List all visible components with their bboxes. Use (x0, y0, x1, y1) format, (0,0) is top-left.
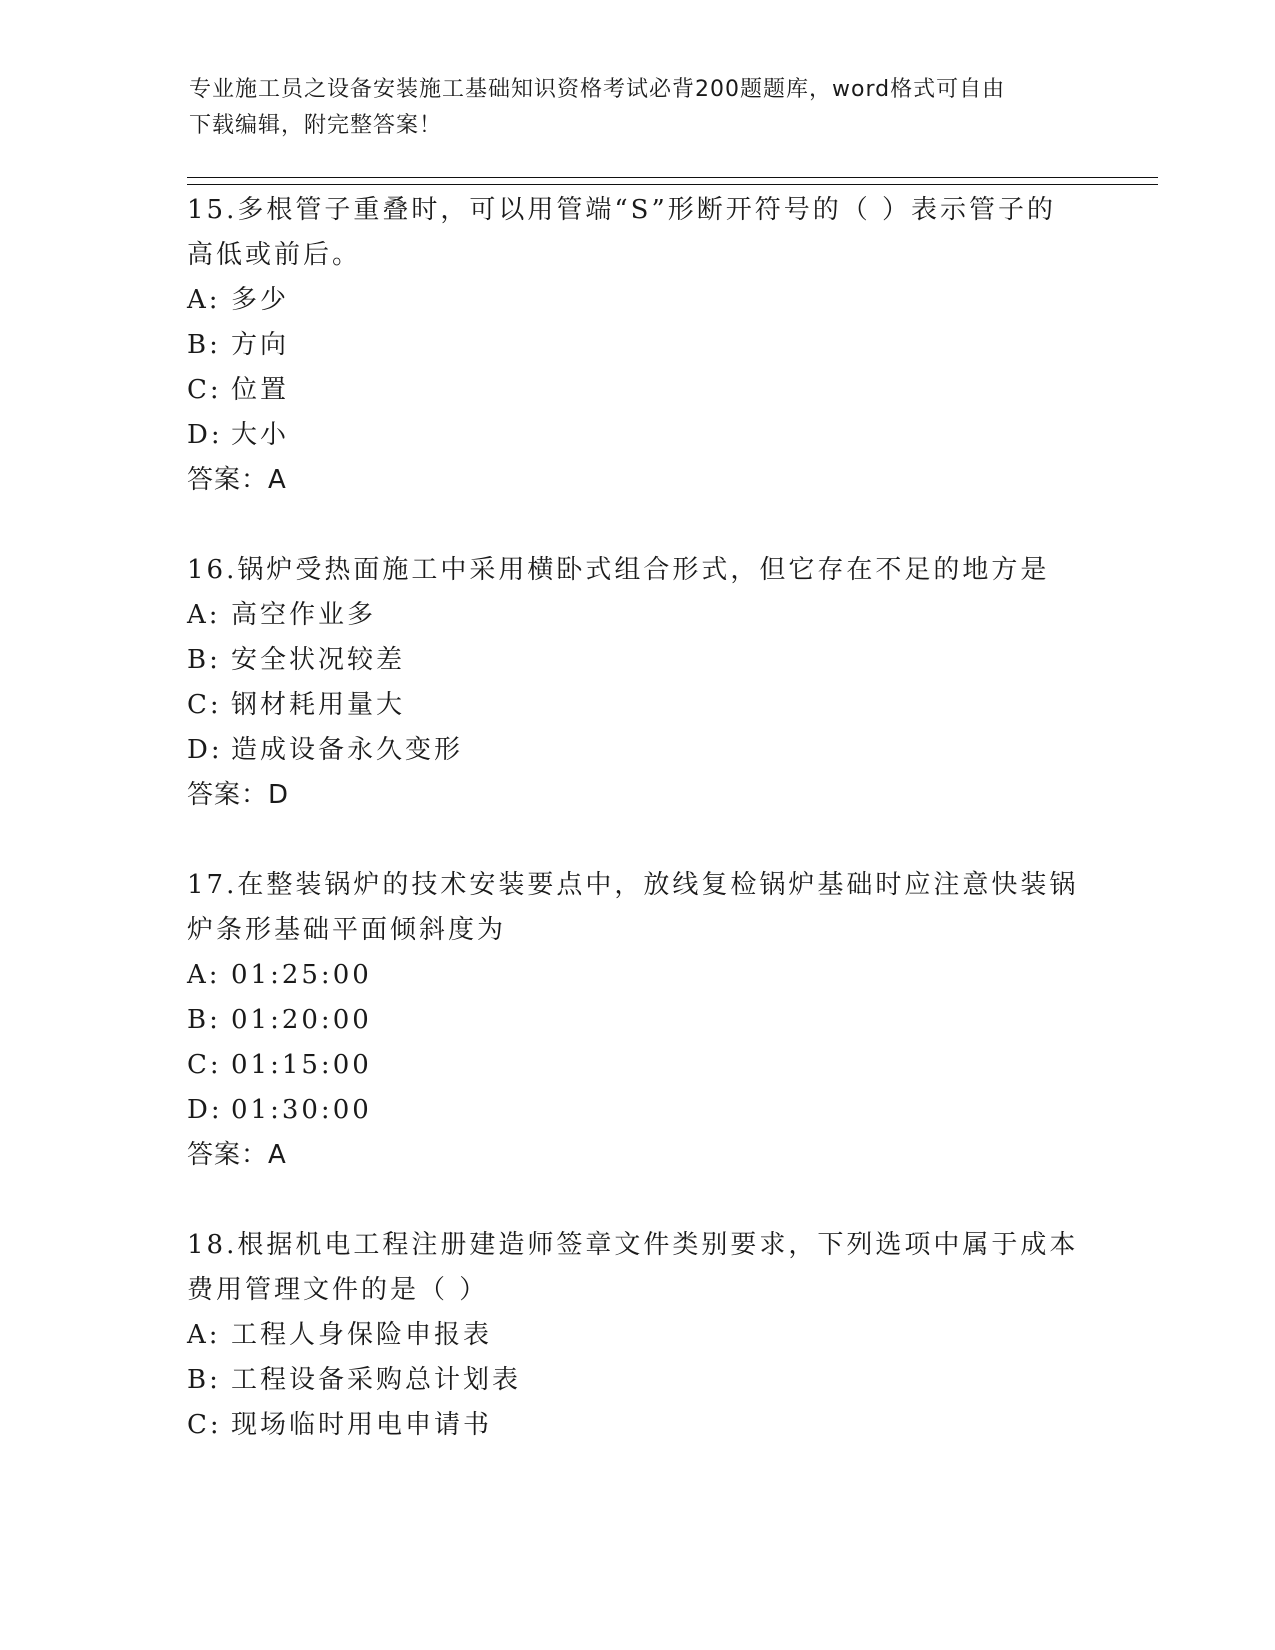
question-18 (187, 1223, 1087, 1448)
option-a (187, 1313, 1087, 1358)
option-text: 高空作业多 (231, 600, 377, 630)
option-letter: C: (187, 1050, 222, 1080)
header-divider-top (187, 177, 1158, 178)
option-text: 01:15:00 (231, 1050, 372, 1080)
option-d (187, 1088, 1087, 1133)
option-b (187, 323, 1087, 368)
option-text: 01:30:00 (231, 1095, 372, 1125)
answer-line: 答案：D (187, 780, 290, 810)
question-spacer (187, 1178, 1087, 1223)
option-letter: C: (187, 690, 222, 720)
document-header (189, 72, 1089, 144)
question-spacer (187, 503, 1087, 548)
question-stem: 16.锅炉受热面施工中采用横卧式组合形式，但它存在不足的地方是 (187, 555, 1050, 585)
header-line-2: 下载编辑，附完整答案！ (189, 113, 443, 138)
option-text: 工程人身保险申报表 (231, 1320, 493, 1350)
question-stem-continued: 炉条形基础平面倾斜度为 (187, 915, 507, 945)
header-divider-bottom (187, 184, 1158, 185)
option-b (187, 638, 1087, 683)
option-d (187, 728, 1087, 773)
question-17 (187, 863, 1087, 1178)
option-letter: B: (187, 1005, 221, 1035)
question-stem: 15.多根管子重叠时，可以用管端“S”形断开符号的（ ）表示管子的 (187, 195, 1057, 225)
option-text: 大小 (231, 420, 290, 450)
option-letter: B: (187, 645, 221, 675)
question-stem-continued: 高低或前后。 (187, 240, 362, 270)
option-a (187, 953, 1087, 998)
option-letter: A: (187, 285, 221, 315)
option-c (187, 683, 1087, 728)
question-spacer (187, 818, 1087, 863)
option-b (187, 1358, 1087, 1403)
option-c (187, 368, 1087, 413)
option-letter: D: (187, 420, 223, 450)
option-letter: B: (187, 1365, 221, 1395)
answer-line: 答案：A (187, 465, 287, 495)
answer-line: 答案：A (187, 1140, 287, 1170)
option-letter: D: (187, 1095, 223, 1125)
question-16 (187, 548, 1087, 818)
question-stem: 17.在整装锅炉的技术安装要点中，放线复检锅炉基础时应注意快装锅 (187, 870, 1079, 900)
question-stem-continued: 费用管理文件的是（ ） (187, 1275, 489, 1305)
option-letter: A: (187, 600, 221, 630)
option-text: 方向 (231, 330, 290, 360)
option-text: 工程设备采购总计划表 (231, 1365, 522, 1395)
option-c (187, 1403, 1087, 1448)
option-a (187, 278, 1087, 323)
header-line-1: 专业施工员之设备安装施工基础知识资格考试必背200题题库，word格式可自由 (189, 77, 1006, 102)
option-text: 01:25:00 (231, 960, 372, 990)
question-stem: 18.根据机电工程注册建造师签章文件类别要求，下列选项中属于成本 (187, 1230, 1079, 1260)
option-text: 位置 (231, 375, 290, 405)
option-text: 安全状况较差 (231, 645, 406, 675)
option-letter: A: (187, 1320, 221, 1350)
option-text: 钢材耗用量大 (231, 690, 406, 720)
question-list (187, 188, 1087, 1448)
option-b (187, 998, 1087, 1043)
option-text: 现场临时用电申请书 (231, 1410, 493, 1440)
option-text: 01:20:00 (231, 1005, 372, 1035)
option-text: 造成设备永久变形 (231, 735, 464, 765)
option-c (187, 1043, 1087, 1088)
option-letter: A: (187, 960, 221, 990)
question-15 (187, 188, 1087, 503)
option-letter: D: (187, 735, 223, 765)
option-letter: C: (187, 1410, 222, 1440)
option-letter: C: (187, 375, 222, 405)
option-a (187, 593, 1087, 638)
option-text: 多少 (231, 285, 290, 315)
option-d (187, 413, 1087, 458)
option-letter: B: (187, 330, 221, 360)
